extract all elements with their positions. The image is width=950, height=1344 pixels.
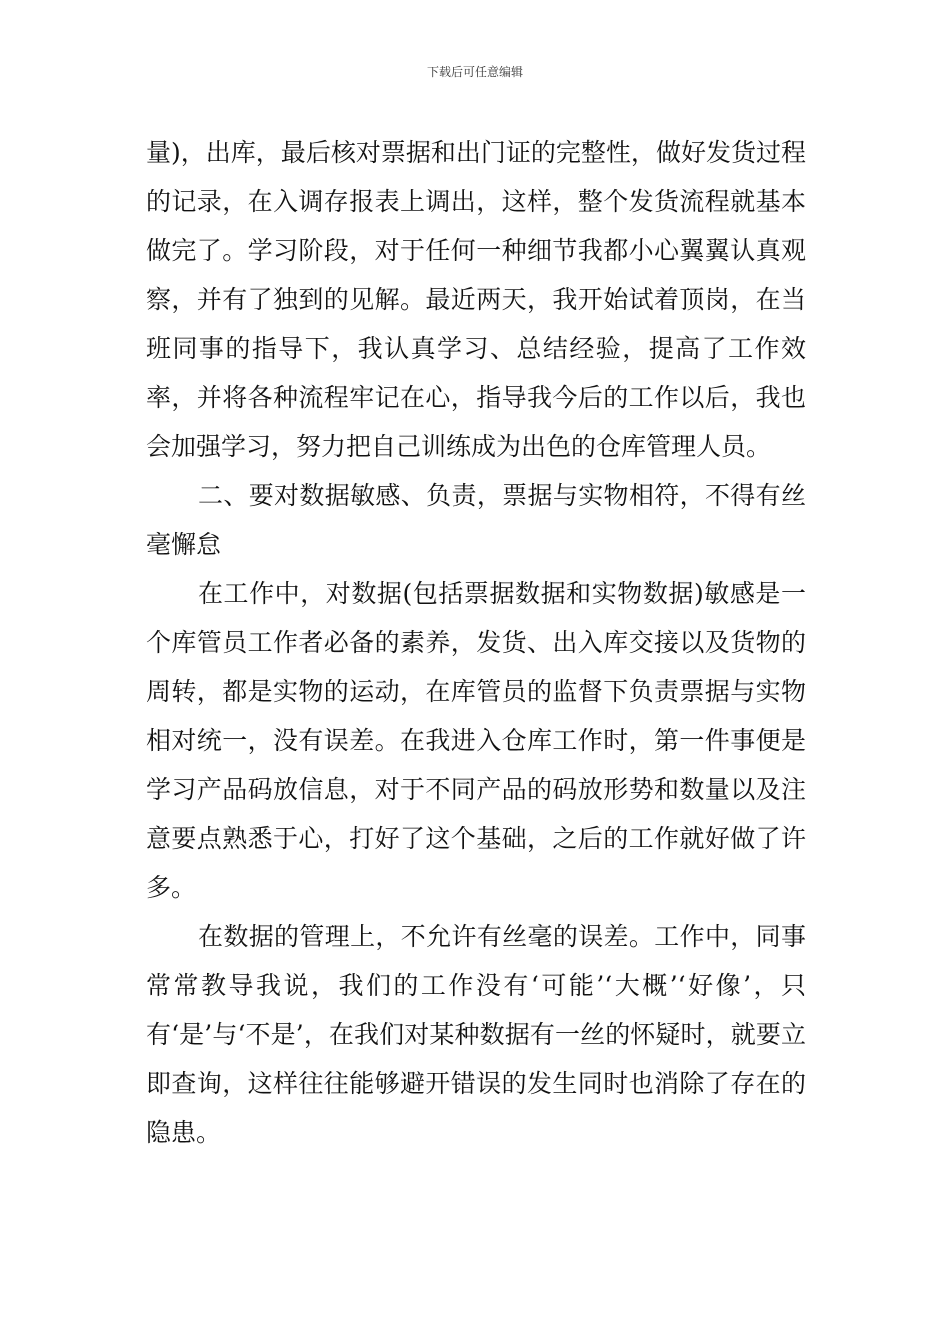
paragraph-data-sensitivity: 在工作中，对数据(包括票据数据和实物数据)敏感是一个库管员工作者必备的素养，发货、出入库交接以及货物的周转，都是实物的运动，在库管员的监督下负责票据与实物相对统一，没有误差。在我进入仓库工作时，第一件事便是学习产品码放信息，对于不同产品的码放形势和数量以及注意要点熟悉于心，打好了这个基础，之后的工作就好做了许多。 (146, 579, 806, 902)
page-header: 下载后可任意编辑 (426, 65, 523, 79)
paragraph-data-management: 在数据的管理上，不允许有丝毫的误差。工作中，同事常常教导我说，我们的工作没有‘可能’‘大概’‘好像’，只有‘是’与‘不是’，在我们对某种数据有一丝的怀疑时，就要立即查询，这样往往能够避开错误的发生同时也消除了存在的隐患。 (146, 922, 806, 1147)
section-heading: 二、要对数据敏感、负责，票据与实物相符，不得有丝毫懈怠 (146, 481, 806, 559)
document-body (146, 128, 806, 1157)
paragraph-continuation: 量)，出库，最后核对票据和出门证的完整性，做好发货过程的记录，在入调存报表上调出，这样，整个发货流程就基本做完了。学习阶段，对于任何一种细节我都小心翼翼认真观察，并有了独到的见解。最近两天，我开始试着顶岗，在当班同事的指导下，我认真学习、总结经验，提高了工作效率，并将各种流程牢记在心，指导我今后的工作以后，我也会加强学习，努力把自己训练成为出色的仓库管理人员。 (146, 138, 806, 461)
